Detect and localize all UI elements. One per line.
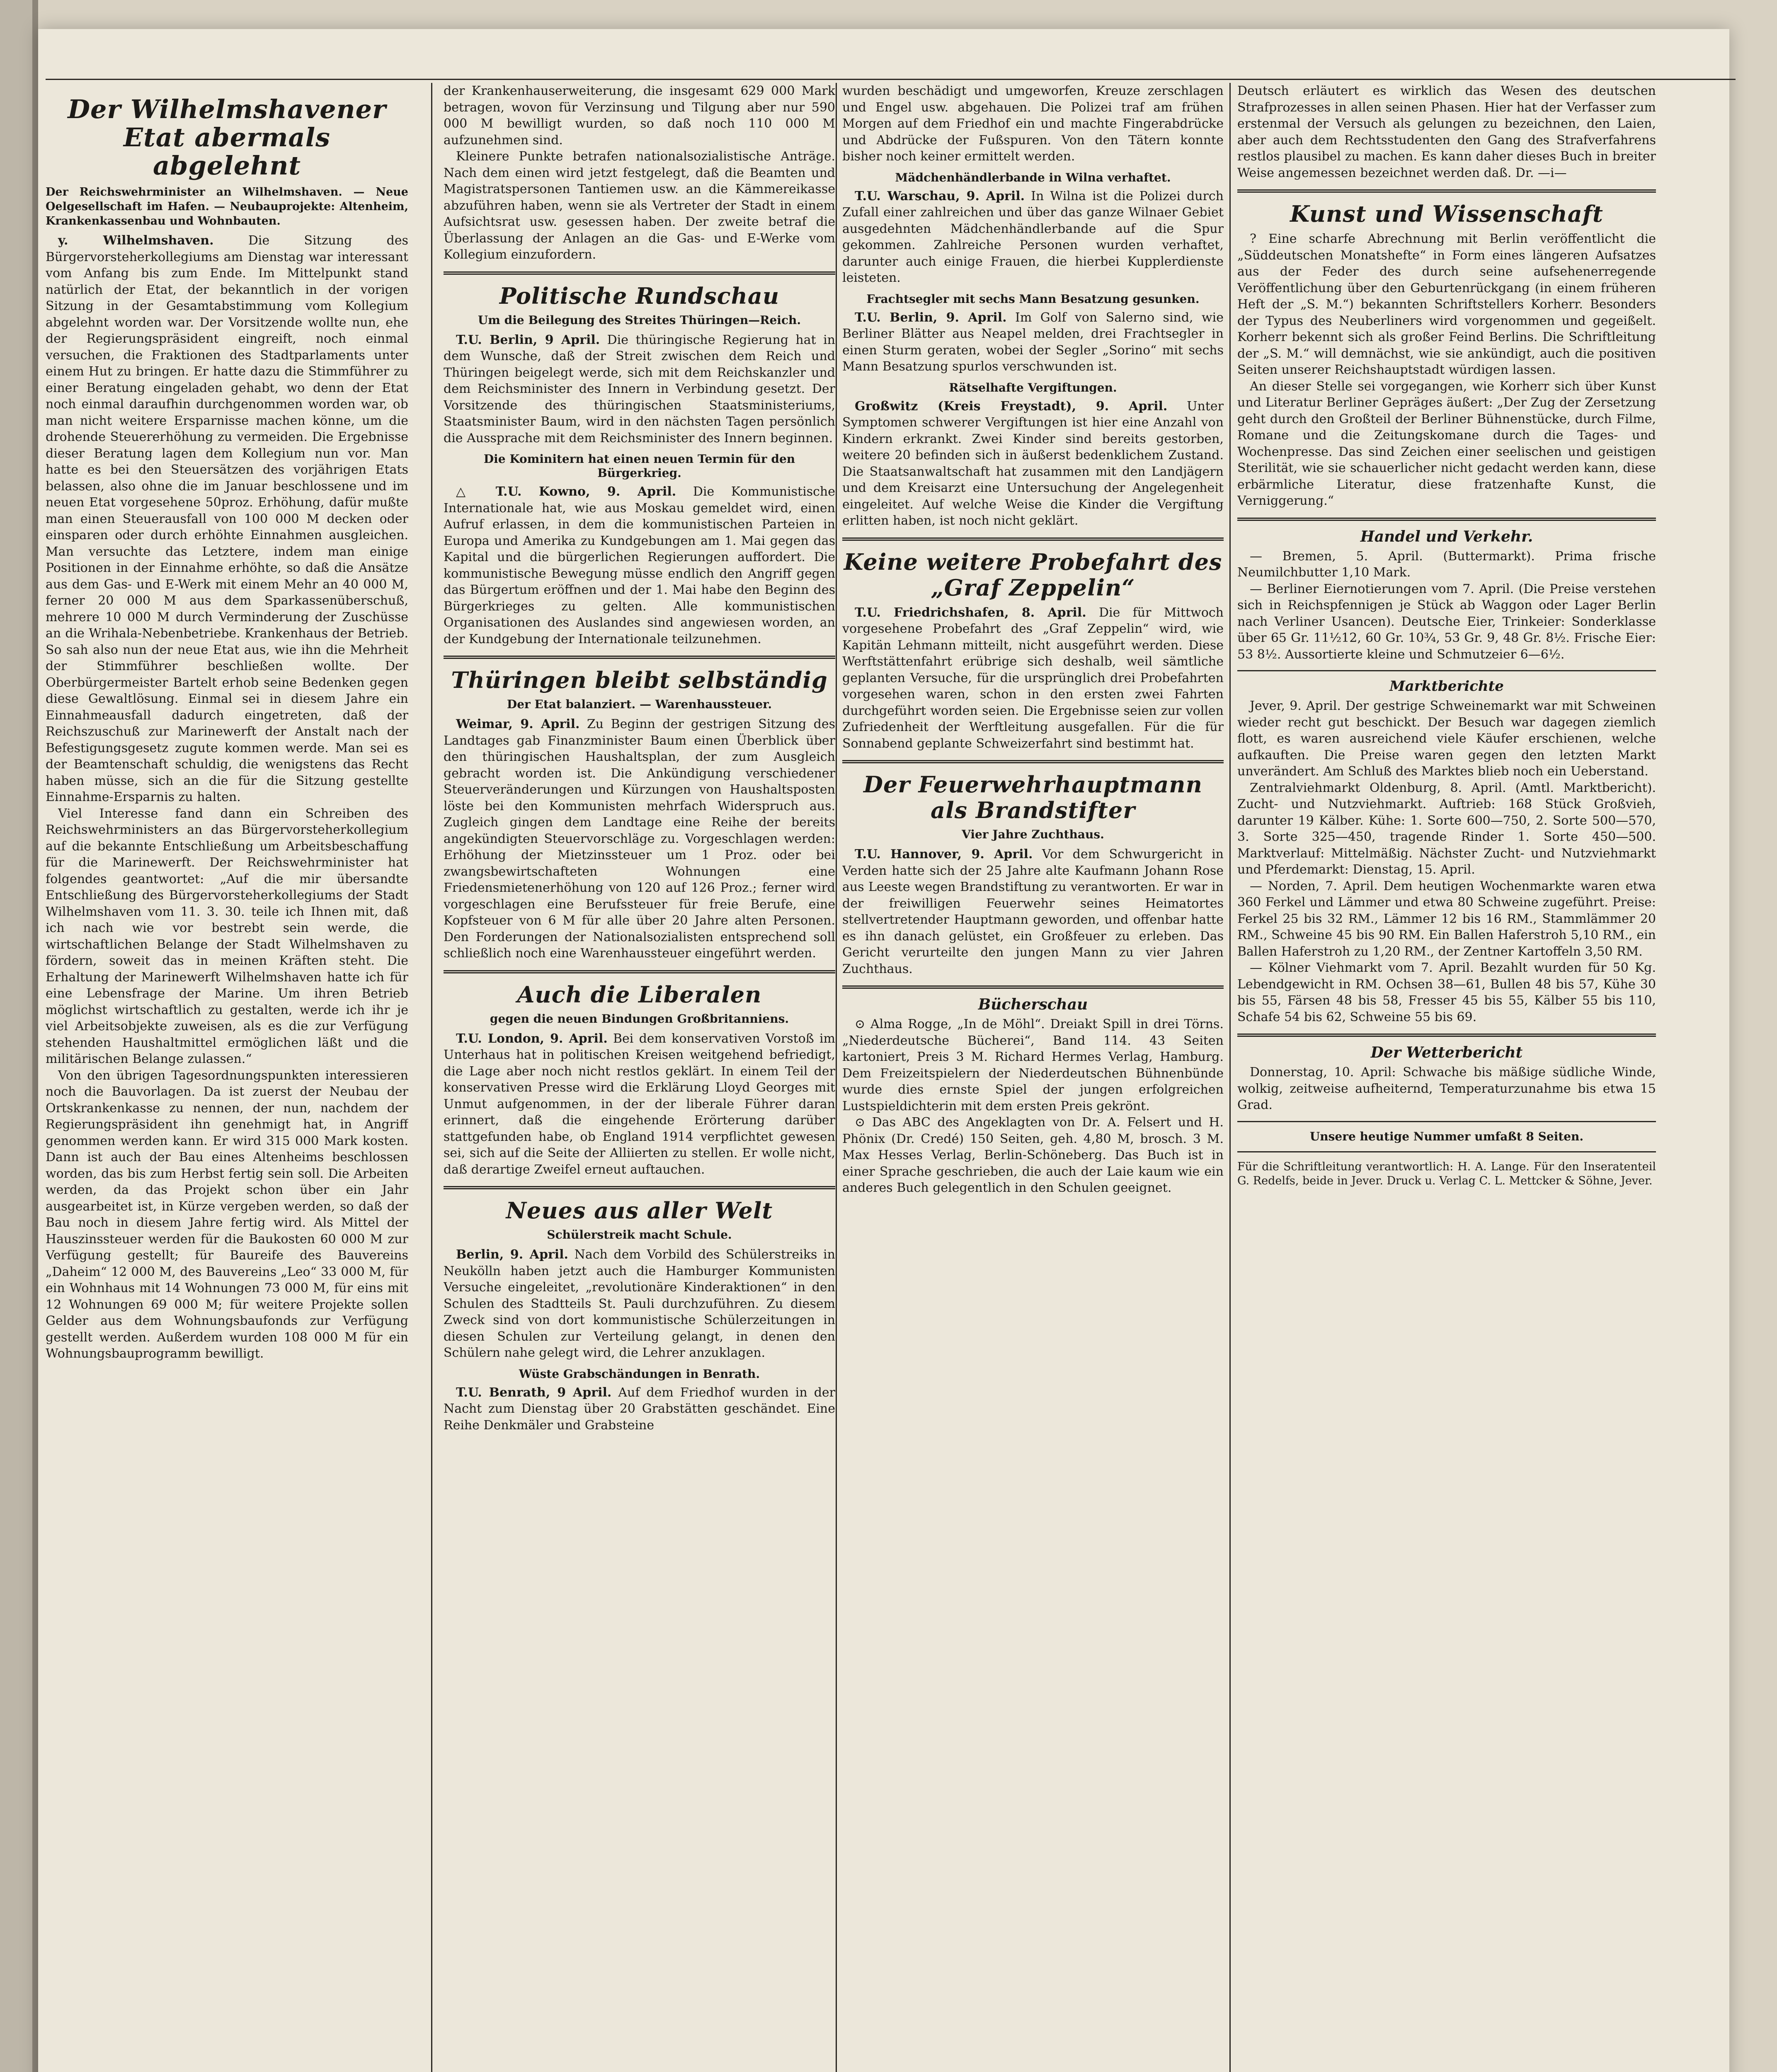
subheading: Mädchenhändlerbande in Wilna verhaftet. [895, 170, 1171, 184]
article-text: Deutsch erläutert es wirklich das Wesen des deutschen Strafprozesses in allen seinen Phasen. Hier hat der Verfasser zum erstenmal der Versuch als gelungen zu bezeichnen, den Laien, aber auch dem Rechtsstudenten den Gang des Strafverfahrens restlos plausibel zu machen. Es kann daher dieses Buch in breiter Weise angemessen bezeichnet werden daß. Dr. —i— [1237, 84, 1656, 180]
headline-feuerwehr: Der Feuerwehrhauptmann als Brandstifter [863, 771, 1202, 823]
article-text: T.U. London, 9. April. Bei dem konservativen Vorstoß im Unterhaus hat in politischen Kreisen weitgehend befriedigt, die Lage aber noch nicht restlos geklärt. In einem Teil der konservativen Presse wird die Erklärung Lloyd Georges mit Unmut aufgenommen, in der der liberale Führer daran erinnert, daß die eingehende Erörterung darüber stattgefunden habe, ob England 1914 verpflichtet gewesen sei, sich auf die Seite der Alliierten zu stellen. Er wolle nicht, daß derartige Zweifel erneut auftauchen. [444, 1031, 835, 1177]
article-text: △ T.U. Kowno, 9. April. Die Kommunistische Internationale hat, wie aus Moskau gemeldet wird, einen Aufruf erlassen, in dem die kommunistischen Parteien in Europa und Amerika zu Kundgebungen am 1. Mai gegen das Kapital und die bürgerlichen Regierungen auffordert. Die kommunistische Bewegung müsse endlich den Angriff gegen das Bürgertum eröffnen und der 1. Mai habe den Beginn des Bürgerkrieges zu gelten. Alle kommunistischen Organisationen des Auslandes sind angewiesen worden, an der Kundgebung der Internationale teilzunehmen. [444, 484, 835, 646]
subheading: gegen die neuen Bindungen Großbritanniens. [490, 1012, 789, 1026]
article-text: Weimar, 9. April. Zu Beginn der gestrigen Sitzung des Landtages gab Finanzminister Baum einen Überblick über den thüringischen Haushaltsplan, der zum Ausgleich gebracht worden ist. Die Ankündigung verschiedener Steuerveränderungen und Kürzungen von Haushaltsposten löste bei den Kommunisten mehrfach Widerspruch aus. Zugleich gingen dem Landtage eine Reihe der bereits angekündigten Steuervorschläge zu. Vorgeschlagen werden: Erhöhung der Mietzinssteuer um 1 Proz. oder bei zwangsbewirtschafteten Wohnungen eine Friedensmietenerhöhung von 120 auf 126 Proz.; ferner wird vorgeschlagen eine Berufssteuer für freie Berufe, eine Kopfsteuer von 6 M für alle über 20 Jahre alten Personen. Den Forderungen der Nationalsozialisten entsprechend soll schließlich noch eine Warenhaussteuer eingeführt werden. [444, 717, 835, 961]
kicker: Der Reichswehrminister an Wilhelmshaven. — Neue Oelgesellschaft im Hafen. — Neubauprojekte: Altenheim, Krankenkassenbau und Wohnbauten. [46, 186, 408, 228]
column-rule [836, 83, 837, 2072]
subheading: Schülerstreik macht Schule. [547, 1228, 732, 1242]
article-text: Berlin, 9. April. Nach dem Vorbild des Schülerstreiks in Neukölln haben jetzt auch die Hamburger Kommunisten Versuche eingeleitet, „revolutionäre Kinderaktionen“ in den Schulen des Stadtteils St. Pauli durchzuführen. Zu diesem Zweck sind von dort kommunistische Schülerzeitungen in diesen Schulen zur Verteilung gelangt, in denen den Schülern nahe gelegt wird, die Lehrer anzuklagen. [444, 1247, 835, 1360]
column-4 [1237, 83, 1656, 2072]
subheading: Vier Jahre Zuchthaus. [962, 828, 1104, 841]
article-text: Donnerstag, 10. April: Schwache bis mäßige südliche Winde, wolkig, zeitweise aufheiternd, Temperaturzunahme bis etwa 15 Grad. [1237, 1065, 1656, 1112]
article-text: Viel Interesse fand dann ein Schreiben des Reichswehrministers an das Bürgervorsteherkollegium auf die bekannte Entschließung um Arbeitsbeschaffung für die Marinewerft. Der Reichswehrminister hat folgendes geantwortet: „Auf die mir übersandte Entschließung des Bürgervorsteherkollegiums der Stadt Wilhelmshaven vom 11. 3. 30. teile ich Ihnen mit, daß ich nach wie vor bestrebt sein werde, die wirtschaftlichen Belange der Stadt Wilhelmshaven zu fördern, soweit das in meinen Kräften steht. Die Erhaltung der Marinewerft Wilhelmshaven hatte ich für eine Lebensfrage der Marine. Um ihren Betrieb möglichst wirtschaftlich zu gestalten, werde ich ihr je viel Arbeitsobjekte zuweisen, als es die zur Verfügung stehenden Haushaltmittel ermöglichen läßt und die militärischen Belange zulassen.“ [46, 806, 408, 1066]
article-text: T.U. Berlin, 9 April. Die thüringische Regierung hat in dem Wunsche, daß der Streit zwischen dem Reich und Thüringen beigelegt werde, sich mit dem Reichskanzler und dem Reichsminister des Innern in Verbindung gesetzt. Der Vorsitzende des thüringischen Staatsministeriums, Staatsminister Baum, wird in den nächsten Tagen persönlich die Aussprache mit dem Reichsminister des Innern beginnen. [444, 332, 835, 445]
page-edge [0, 0, 38, 2072]
top-rule [46, 79, 1736, 80]
article-text: — Bremen, 5. April. (Buttermarkt). Prima frische Neumilchbutter 1,10 Mark. [1237, 549, 1656, 580]
headline-zeppelin: Keine weitere Probefahrt des „Graf Zeppelin“ [844, 548, 1222, 601]
divider [1237, 670, 1656, 671]
divider [444, 970, 835, 973]
article-text: — Kölner Viehmarkt vom 7. April. Bezahlt wurden für 50 Kg. Lebendgewicht in RM. Ochsen 38—61, Bullen 48 bis 57, Kühe 30 bis 55, Färsen 48 bis 58, Fresser 45 bis 55, Kälber 55 bis 110, Schafe 54 bis 62, Schweine 55 bis 69. [1237, 961, 1656, 1024]
article-text: Großwitz (Kreis Freystadt), 9. April. Unter Symptomen schwerer Vergiftungen ist hier eine Anzahl von Kindern erkrankt. Zwei Kinder sind bereits gestorben, weitere 20 befinden sich in äußerst bedenklichem Zustand. Die Staatsanwaltschaft hat zusammen mit den Landjägern und dem Kreisarzt eine Untersuchung der Angelegenheit eingeleitet. Auf welche Weise die Kinder die Vergiftung erlitten haben, ist noch nicht geklärt. [842, 399, 1224, 528]
section-heading-wetter: Der Wetterbericht [1370, 1044, 1523, 1061]
divider [1237, 1151, 1656, 1152]
article-text: der Krankenhauserweiterung, die insgesamt 629 000 Mark betragen, wovon für Verzinsung und Tilgung aber nur 590 000 M bewilligt wurden, so daß noch 110 000 M aufzunehmen sind. [444, 84, 835, 148]
article-text: wurden beschädigt und umgeworfen, Kreuze zerschlagen und Engel usw. abgehauen. Die Polizei traf am frühen Morgen auf dem Friedhof ein und machte Fingerabdrücke und Abdrücke der Fußspuren. Von den Tätern konnte bisher noch keiner ermittelt werden. [842, 84, 1224, 164]
article-text: y. Wilhelmshaven. Die Sitzung des Bürgervorsteherkollegiums am Dienstag war interessant vom Anfang bis zum Ende. Im Mittelpunkt stand natürlich der Etat, der bekanntlich in der vorigen Sitzung in der Gesamtabstimmung vom Kollegium abgelehnt worden war. Der Vorsitzende wollte nun, ehe der Regierungspräsident eingreift, noch einmal versuchen, die Fraktionen des Stadtparlaments unter einem Hut zu bringen. Er hatte dazu die Stimmführer zu einer Beratung eingeladen gehabt, wo denn der Etat noch einmal daraufhin durchgenommen worden war, ob man nicht weitere Ersparnisse machen könne, um die drohende Steuererhöhung zu vermeiden. Die Ergebnisse dieser Beratung lagen dem Kollegium nun vor. Man hatte es bei den Steuersätzen des vorjährigen Etats belassen, also ohne die im Januar beschlossene und im neuen Etat vorgesehene 50proz. Erhöhung, dafür mußte man einen Steuerausfall von 100 000 M decken oder einsparen oder durch erhöhte Einnahmen ausgleichen. Man versuchte das Letztere, indem man einige Positionen in der Einnahme erhöhte, so daß die Ansätze aus dem Gas- und E-Werk mit einem Mehr an 40 000 M, ferner 20 000 M aus dem Sparkassenüberschuß, mehrere 10 000 M durch Verminderung der Zuschüsse an die Wrihala-Nebenbetriebe. Krankenhaus der Betrieb. So sah also nun der neue Etat aus, wie ihn die Mehrheit der Stimmführer beschließen wollte. Der Oberbürgermeister Bartelt erhob seine Bedenken gegen diese Gewaltlösung. Einmal sei in diesem Jahre ein Einnahmeausfall dadurch eingetreten, daß der Reichszuschuß zur Marinewerft der Anstalt nach der Befestigungsgesetz zugute kommen werde. Man sei es der Beamtenschaft schuldig, die wenigstens das Recht haben müsse, sich an die für die Sitzung gestellte Einnahme-Ersparnis zu halten. [46, 233, 408, 804]
divider [1237, 189, 1656, 193]
article-text: T.U. Berlin, 9. April. Im Golf von Salerno sind, wie Berliner Blätter aus Neapel melden, drei Frachtsegler in einen Sturm geraten, wobei der Segler „Sorino“ mit sechs Mann Besatzung spurlos verschwunden ist. [842, 310, 1224, 374]
divider [842, 760, 1224, 763]
article-text: — Berliner Eiernotierungen vom 7. April. (Die Preise verstehen sich in Reichspfennigen je Stück ab Waggon oder Lager Berlin nach Verliner Usancen). Deutsche Eier, Trinkeier: Sonderklasse über 65 Gr. 11½12, 60 Gr. 10¾, 53 Gr. 9, 48 Gr. 8½. Frische Eier: 53 8½. Aussortierte kleine und Schmutzeier 6—6½. [1237, 581, 1656, 662]
divider [444, 656, 835, 659]
article-text: T.U. Benrath, 9 April. Auf dem Friedhof wurden in der Nacht zum Dienstag über 20 Grabstätten geschändet. Eine Reihe Denkmäler und Grabsteine [444, 1385, 835, 1433]
article-text: Kleinere Punkte betrafen nationalsozialistische Anträge. Nach dem einen wird jetzt festgelegt, daß die Beamten und Magistratspersonen Tantiemen usw. an die Kämmereikasse abzuführen haben, wenn sie als Vertreter der Stadt in einem Aufsichtsrat usw. gesessen haben. Der zweite betraf die Überlassung der Anlagen an die Gas- und E-Werke vom Kollegium einzufordern. [444, 149, 835, 262]
article-text: ⊙ Das ABC des Angeklagten von Dr. A. Felsert und H. Phönix (Dr. Credé) 150 Seiten, geh. 4,80 M, brosch. 3 M. Max Hesses Verlag, Berlin-Schöneberg. Das Buch ist in einer Sprache geschrieben, die auch der Laie kaum wie ein anderes Buch gelegentlich in den Schulen geeignet. [842, 1115, 1224, 1195]
column-3 [842, 83, 1224, 2072]
subheading: Rätselhafte Vergiftungen. [949, 380, 1117, 395]
subheading: Wüste Grabschändungen in Benrath. [519, 1367, 760, 1381]
column-2 [444, 83, 835, 2072]
article-text: T.U. Friedrichshafen, 8. April. Die für Mittwoch vorgesehene Probefahrt des „Graf Zeppelin“ wird, wie Kapitän Lehmann mitteilt, nicht ausgeführt werden. Diese Werftstättenfahrt erübrige sich deshalb, weil sämtliche geplanten Versuche, für die ursprünglich drei Probefahrten vorgesehen waren, schon in den ersten zwei Fahrten durchgeführt worden seien. Die Ergebnisse seien zur vollen Zufriedenheit der Werftleitung ausgefallen. Für die für Sonnabend geplante Schweizerfahrt sind bestimmt hat. [842, 605, 1224, 751]
divider [1237, 1121, 1656, 1122]
divider [1237, 1034, 1656, 1037]
section-heading-markt: Marktberichte [1389, 678, 1504, 695]
divider [444, 271, 835, 275]
article-text: — Norden, 7. April. Dem heutigen Wochenmarkte waren etwa 360 Ferkel und Lämmer und etwa 80 Schweine zugeführt. Preise: Ferkel 25 bis 32 RM., Lämmer 12 bis 16 RM., Stammlämmer 20 RM., Schweine 45 bis 90 RM. Ein Ballen Haferstroh 5,10 RM., ein Ballen Haferstroh zu 1,20 RM., der Zentner Kartoffeln 3,50 RM. [1237, 879, 1656, 959]
section-heading-politik: Politische Rundschau [499, 282, 780, 309]
subheading: Um die Beilegung des Streites Thüringen—Reich. [478, 313, 801, 327]
section-heading-buecherschau: Bücherschau [978, 996, 1088, 1013]
article-text: ⊙ Alma Rogge, „In de Möhl“. Dreiakt Spill in drei Törns. „Niederdeutsche Bücherei“, Band 114. 43 Seiten kartoniert, Preis 3 M. Richard Hermes Verlag, Hamburg. Dem Freizeitspielern der Niederdeutschen Bühnenbünde wurde dies ernste Spiel der jungen erfolgreichen Lustspieldichterin mit dem ersten Preis gekrönt. [842, 1017, 1224, 1113]
divider [842, 537, 1224, 541]
divider [842, 985, 1224, 989]
column-1 [46, 83, 408, 2072]
article-text: ? Eine scharfe Abrechnung mit Berlin veröffentlicht die „Süddeutschen Monatshefte“ in Form eines längeren Aufsatzes aus der Feder des durch seine aufsehenerregende Veröffentlichung über den Geburtenrückgang (in einem früheren Heft der „S. M.“) bekannten Schriftstellers Korherr. Besonders der Typus des Neuberliners wird vorgenommen und gegeißelt. Korherr bekennt sich als großer Feind Berlins. Die Schriftleitung der „S. M.“ will demnächst, wie sie ankündigt, auch die positiven Seiten unserer Reichshauptstadt würdigen lassen. [1237, 232, 1656, 377]
headline-thueringen: Thüringen bleibt selbständig [451, 667, 828, 693]
subheading: Die Kominitern hat einen neuen Termin für den Bürgerkrieg. [483, 452, 795, 480]
column-rule [1229, 83, 1231, 2072]
headline-wilhelmshaven: Der Wilhelmshavener Etat abermals abgelehnt [68, 94, 386, 181]
article-text: T.U. Warschau, 9. April. In Wilna ist die Polizei durch Zufall einer zahlreichen und über das ganze Wilnaer Gebiet ausgedehnten Mädchenhändlerbande auf die Spur gekommen. Zahlreiche Personen wurden verhaftet, darunter auch einige Frauen, die hierbei Kupplerdienste leisteten. [842, 189, 1224, 285]
divider [1237, 518, 1656, 521]
article-text: Von den übrigen Tagesordnungspunkten interessieren noch die Bauvorlagen. Da ist zuerst der Neubau der Ortskrankenkasse zu nennen, der nun, nachdem der Regierungspräsident ihn genehmigt hat, in Angriff genommen werden kann. Er wird 315 000 Mark kosten. Dann ist auch der Bau eines Altenheims beschlossen worden, das bis zum Herbst fertig sein soll. Die Arbeiten werden, da das Projekt schon über ein Jahr ausgearbeitet ist, in Kürze vergeben werden, so daß der Bau noch in diesem Jahre fertig wird. Als Mittel der Hauszinssteuer werden für die Baukosten 60 000 M zur Verfügung gestellt; für Baureife des Bauvereins „Daheim“ 12 000 M, des Bauvereins „Leo“ 33 000 M, für ein Wohnhaus mit 14 Wohnungen 73 000 M, für eins mit 12 Wohnungen 69 000 M; für weitere Projekte sollen Gelder aus dem Wohnungsbaufonds zur Verfügung gestellt werden. Außerdem wurden 108 000 M für ein Wohnungsbauprogramm bewilligt. [46, 1068, 408, 1361]
imprint: Für die Schriftleitung verantwortlich: H. A. Lange. Für den Inseratenteil G. Redelfs, beide in Jever. Druck u. Verlag C. L. Mettcker & Söhne, Jever. [1237, 1160, 1656, 1187]
article-text: Jever, 9. April. Der gestrige Schweinemarkt war mit Schweinen wieder recht gut beschickt. Der Besuch war dagegen ziemlich flott, es waren ausreichend viele Käufer erschienen, welche aufkauften. Die Preise waren gegen den letzten Markt unverändert. Am Schluß des Marktes blieb noch ein Ueberstand. [1237, 699, 1656, 779]
column-rule [431, 83, 432, 2072]
section-heading-handel: Handel und Verkehr. [1360, 528, 1533, 545]
article-text: T.U. Hannover, 9. April. Vor dem Schwurgericht in Verden hatte sich der 25 Jahre alte Kaufmann Johann Rose aus Leeste wegen Brandstiftung zu verantworten. Er war in der freiwilligen Feuerwehr seines Heimatortes stellvertretender Hauptmann geworden, und offenbar hatte es ihn danach gelüstet, ein Großfeuer zu erleben. Das Gericht verurteilte den jungen Mann zu vier Jahren Zuchthaus. [842, 847, 1224, 976]
section-heading-neues: Neues aus aller Welt [506, 1197, 773, 1224]
issue-note: Unsere heutige Nummer umfaßt 8 Seiten. [1309, 1129, 1584, 1143]
subheading: Der Etat balanziert. — Warenhaussteuer. [507, 697, 772, 711]
section-heading-kunst: Kunst und Wissenschaft [1290, 201, 1603, 227]
article-text: An dieser Stelle sei vorgegangen, wie Korherr sich über Kunst und Literatur Berliner Gepräges äußert: „Der Zug der Zersetzung geht durch den Großteil der Berliner Bühnenstücke, durch Filme, Romane und die Zeitungskomane durch die Tages- und Wochenpresse. Das sind Zeichen einer seelischen und geistigen Sterilität, wie sie schauerlicher nicht gedacht werden kann, diese erbärmliche Literatur, diese fratzenhafte Kunst, die Verniggerung.“ [1237, 379, 1656, 508]
subheading: Frachtsegler mit sechs Mann Besatzung gesunken. [866, 292, 1200, 306]
headline-liberale: Auch die Liberalen [517, 981, 762, 1008]
article-text: Zentralviehmarkt Oldenburg, 8. April. (Amtl. Marktbericht). Zucht- und Nutzviehmarkt. Auftrieb: 168 Stück Großvieh, darunter 19 Kälber. Kühe: 1. Sorte 600—750, 2. Sorte 500—570, 3. Sorte 325—450, tragende Rinder 1. Sorte 450—500. Marktverlauf: Mittelmäßig. Nächster Zucht- und Nutzviehmarkt und Pferdemarkt: Dienstag, 15. April. [1237, 780, 1656, 877]
divider [444, 1186, 835, 1189]
